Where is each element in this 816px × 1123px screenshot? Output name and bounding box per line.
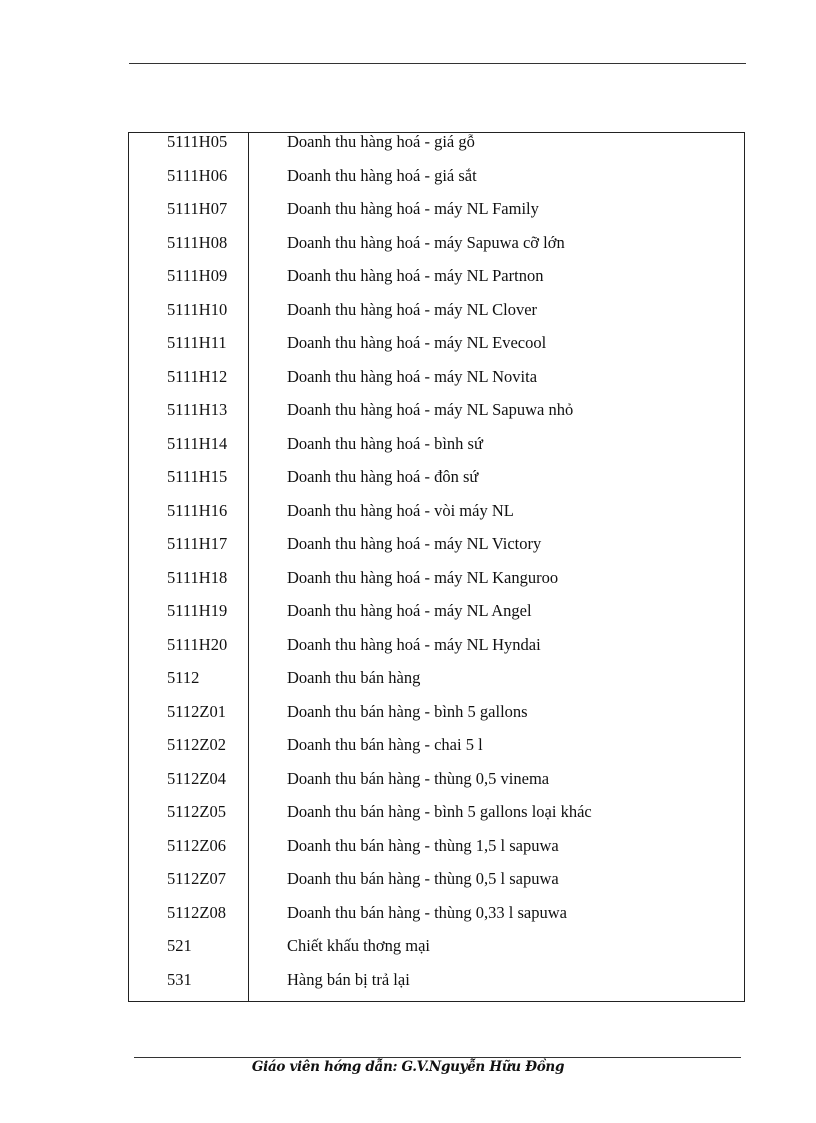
- account-code: 531: [167, 969, 192, 989]
- account-code: 5112Z08: [167, 902, 226, 922]
- account-description: Doanh thu hàng hoá - bình sứ: [287, 433, 483, 453]
- account-code: 521: [167, 936, 192, 955]
- account-description: Doanh thu bán hàng - thùng 0,5 vinema: [287, 768, 550, 788]
- table-row: [129, 960, 744, 994]
- account-description: Doanh thu bán hàng - thùng 0,33 l sapuwa: [287, 902, 567, 922]
- account-code: 5112Z04: [167, 768, 226, 788]
- account-description: Hàng bán bị trả lại: [287, 969, 410, 989]
- account-code: 5111H08: [167, 232, 228, 252]
- table-row: [129, 659, 744, 693]
- account-description: Doanh thu bán hàng - bình 5 gallons: [287, 701, 528, 721]
- account-code: 5111H14: [167, 433, 228, 453]
- table-row: [129, 592, 744, 626]
- table-row: [129, 558, 744, 592]
- account-code: 5111H15: [167, 467, 228, 486]
- account-description: Doanh thu hàng hoá - máy NL Kanguroo: [287, 567, 559, 587]
- table-row: [129, 391, 744, 425]
- account-description: Doanh thu bán hàng - chai 5 l: [287, 735, 483, 754]
- table-row: [129, 893, 744, 927]
- table-row: [129, 759, 744, 793]
- table-row: [129, 491, 744, 525]
- table-row: [129, 692, 744, 726]
- table-row: [129, 793, 744, 827]
- account-description: Chiết khấu thơng mại: [287, 936, 430, 955]
- account-description: Doanh thu bán hàng - thùng 1,5 l sapuwa: [287, 835, 559, 855]
- account-code: 5112Z02: [167, 735, 226, 754]
- account-description: Doanh thu hàng hoá - máy NL Hyndai: [287, 634, 541, 654]
- account-code: 5111H07: [167, 199, 228, 218]
- account-description: Doanh thu bán hàng - thùng 0,5 l sapuwa: [287, 869, 559, 888]
- table-row: [129, 625, 744, 659]
- account-code: 5112Z06: [167, 835, 226, 855]
- account-code: 5111H05: [167, 132, 228, 151]
- footer-supervisor-note: Giáo viên hớng dẫn: G.V.Nguyễn Hữu Đồng: [251, 1059, 565, 1075]
- account-code: 5112Z07: [167, 869, 226, 888]
- table-row: [129, 357, 744, 391]
- table-row: [129, 424, 744, 458]
- table-row: [129, 223, 744, 257]
- account-description: Doanh thu hàng hoá - máy Sapuwa cỡ lớn: [287, 232, 565, 252]
- table-row: [129, 257, 744, 291]
- account-description: Doanh thu hàng hoá - giá gỗ: [287, 132, 475, 151]
- table-row: [129, 458, 744, 492]
- account-code: 5111H10: [167, 299, 228, 319]
- account-table: [128, 132, 745, 1002]
- account-description: Doanh thu hàng hoá - máy NL Angel: [287, 601, 532, 620]
- account-description: Doanh thu hàng hoá - máy NL Novita: [287, 366, 538, 386]
- table-row: [129, 726, 744, 760]
- footer-rule: [134, 1057, 741, 1058]
- table-row: [129, 525, 744, 559]
- table-row: [129, 826, 744, 860]
- account-code: 5111H12: [167, 366, 228, 386]
- account-description: Doanh thu hàng hoá - máy NL Evecool: [287, 333, 547, 352]
- account-code: 5111H16: [167, 500, 228, 520]
- account-code: 5112Z05: [167, 802, 226, 821]
- account-code: 5111H13: [167, 400, 228, 419]
- account-description: Doanh thu hàng hoá - giá sắt: [287, 165, 477, 185]
- table-row: [129, 133, 744, 156]
- account-description: Doanh thu bán hàng: [287, 668, 421, 687]
- account-description: Doanh thu hàng hoá - máy NL Victory: [287, 534, 542, 553]
- account-code: 5111H17: [167, 534, 228, 553]
- table-row: [129, 927, 744, 961]
- table-row: [129, 190, 744, 224]
- account-description: Doanh thu bán hàng - bình 5 gallons loại khác: [287, 802, 592, 821]
- account-code: 5112Z01: [167, 701, 226, 721]
- account-description: Doanh thu hàng hoá - máy NL Sapuwa nhỏ: [287, 400, 574, 419]
- header-rule: [129, 63, 746, 64]
- account-description: Doanh thu hàng hoá - máy NL Clover: [287, 299, 538, 319]
- account-description: Doanh thu hàng hoá - máy NL Family: [287, 199, 539, 218]
- account-code: 5111H20: [167, 634, 228, 654]
- account-code: 5112: [167, 668, 200, 687]
- table-row: [129, 156, 744, 190]
- table-row: [129, 860, 744, 894]
- account-code: 5111H19: [167, 601, 228, 620]
- account-code: 5111H11: [167, 333, 227, 352]
- table-row: [129, 324, 744, 358]
- account-code: 5111H06: [167, 165, 228, 185]
- account-description: Doanh thu hàng hoá - vòi máy NL: [287, 500, 514, 520]
- table-body: [129, 133, 744, 994]
- account-description: Doanh thu hàng hoá - máy NL Partnon: [287, 266, 544, 285]
- account-code: 5111H18: [167, 567, 228, 587]
- table-row: [129, 290, 744, 324]
- account-description: Doanh thu hàng hoá - đôn sứ: [287, 467, 479, 486]
- account-code: 5111H09: [167, 266, 228, 285]
